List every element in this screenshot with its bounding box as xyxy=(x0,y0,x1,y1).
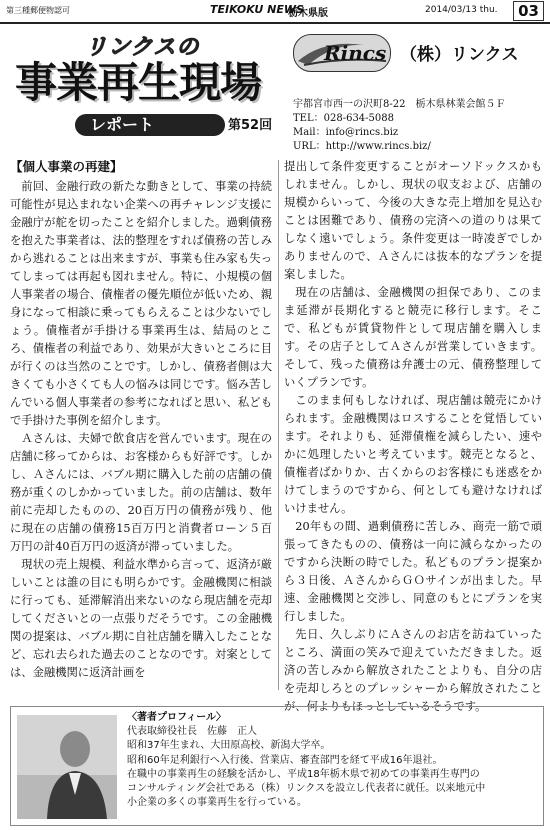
article-left-column xyxy=(10,158,272,693)
profile-line: 代表取締役社長 佐藤 正人 xyxy=(127,726,257,738)
title-main: 事業再生現場 xyxy=(15,58,262,107)
article-paragraph: 提出して条件変更することがオーソドックスかもしれません。しかし、現状の収支および、店舗の規模からいって、今後の大きな売上増加を見込むことは困難であり、債務の完済への道のりは果てしなく遠いでしょう。条件変更は一時凌ぎでしかありませんので、Ａさんには抜本的なプランを提案しました。 xyxy=(284,160,542,281)
author-photo xyxy=(17,715,117,819)
paper-name: TEIKOKU NEWS xyxy=(210,3,304,16)
company-name: （株）リンクス xyxy=(400,45,519,65)
company-mail[interactable]: Mail：info@rincs.biz xyxy=(293,127,399,138)
postal-permit: 第三種郵便物認可 xyxy=(6,6,70,15)
profile-line: コンサルティング会社である（株）リンクスを設立し代表者に就任。以来地元中 xyxy=(127,783,486,795)
company-tel: TEL：028-634-5088 xyxy=(293,113,394,124)
logo-text: Rincs xyxy=(324,41,387,65)
article-paragraph: 現在の店舗は、金融機関の担保であり、このまま延滞が長期化すると競売に移行します。そこで、私どもが賃貸物件として現店舗を購入します。その店子としてＡさんが営業していきます。そして、残った債務は弁護士の元、債務整理していくプランです。 xyxy=(284,286,542,389)
company-info xyxy=(285,28,545,156)
profile-line: 小企業の多くの事業再生を行っている。 xyxy=(127,797,307,809)
company-address: 宇都宮市西一の沢町8-22 栃木県林業会館５Ｆ xyxy=(293,99,506,110)
profile-line: 昭和37年生まれ、大田原高校、新潟大学卒。 xyxy=(127,740,331,752)
company-url[interactable]: URL：http://www.rincs.biz/ xyxy=(293,141,431,152)
issue-number: 第52回 xyxy=(228,118,273,133)
article-right-column xyxy=(284,158,542,713)
article-paragraph: このまま何もしなければ、現店舗は競売にかけられます。金融機関はロスすることを覚悟しています。それよりも、延滞債権を減らしたい、速やかに処理したいと考えています。競売となると、債権者ばかりか、古くからのお客様にも迷惑をかけてしまうのですから、何としても避けなければいけません。 xyxy=(284,394,542,515)
page-header xyxy=(0,0,550,24)
article-paragraph: Ａさんは、夫婦で飲食店を営んでいます。現在の店舗に移ってからは、お客様からも好評です。しかし、Ａさんには、バブル期に購入した前の店舗の債務が重くのしかかっていました。前の店舗は、数年前に売却したものの、20百万円の債務が残り、他に現在の店舗の債務15百万円と消費者ローン５百万円の計40百万円の返済が滞っていました。 xyxy=(10,432,272,553)
article-paragraph: 20年もの間、過剰債務に苦しみ、商売一筋で頑張ってきたものの、債務は一向に減らなかったのですから決断の時でした。私どものプラン提案から３日後、ＡさんからＧＯサインが出ました。早速、金融機関と交渉し、同意のもとにプランを実行しました。 xyxy=(284,520,542,623)
title-sub: レポート xyxy=(90,115,155,134)
title-top: リンクスの xyxy=(85,35,200,60)
article-paragraph: 前回、金融行政の新たな動きとして、事業の持続可能性が見込まれない企業への再チャレンジ支援に金融庁が舵を切ったことを紹介しました。過剰債務を抱えた事業者は、法的整理をすれば債務の苦しみから逃れることは出来ますが、事業も住み家も失ってしまっては再起も図れません。特に、小規模の個人事業者の場合、債権者の優先順位が低いため、親身になって相談に乗ってもらえることは少ないでしょう。債権者が手掛ける事業再生は、結局のところ、債権者の利益であり、効果が大きいところに目が行くのは当然のことです。しかし、債務者側は大きくても小さくても人の悩みは同じです。悩み苦しんでいる個人事業者の参考になればと思い、私どもで手掛けた事例を紹介します。 xyxy=(10,180,272,427)
profile-text xyxy=(127,711,539,810)
person-photo-icon xyxy=(17,715,117,819)
column-title-block xyxy=(10,28,275,150)
author-profile xyxy=(10,706,544,826)
profile-heading: 〈著者プロフィール〉 xyxy=(127,712,226,723)
profile-line: 昭和60年足利銀行へ入行後、営業店、審査部門を経て平成16年退社。 xyxy=(127,754,443,766)
article-paragraph: 先日、久しぶりにＡさんのお店を訪ねていったところ、満面の笑みで迎えていただきました。返済の苦しみから解放されたことよりも、自分の店を売却しろとのプレッシャーから解放されたことが、何よりもほっとしているそうです。 xyxy=(284,628,542,713)
profile-line: 在職中の事業再生の経験を活かし、平成18年栃木県で初めての事業再生専門の xyxy=(127,768,480,780)
column-divider xyxy=(278,160,279,690)
page-number: 03 xyxy=(513,1,544,21)
edition-label: 栃木県版 xyxy=(288,8,328,19)
company-logo xyxy=(293,34,391,72)
article-paragraph: 現状の売上規模、利益水準から言って、返済が厳しいことは誰の目にも明らかです。金融機関に相談に行っても、延滞解消出来ないのなら現店舗を売却してくださいとの一点張りだそうです。この金融機関の提案は、バブル期に自社店舗を購入したことなど、忘れ去られた過去のことなのです。対案としては、金融機関に返済計画を xyxy=(10,558,272,679)
issue-date: 2014/03/13 thu. xyxy=(425,5,498,15)
section-heading: 【個人事業の再建】 xyxy=(10,159,123,174)
